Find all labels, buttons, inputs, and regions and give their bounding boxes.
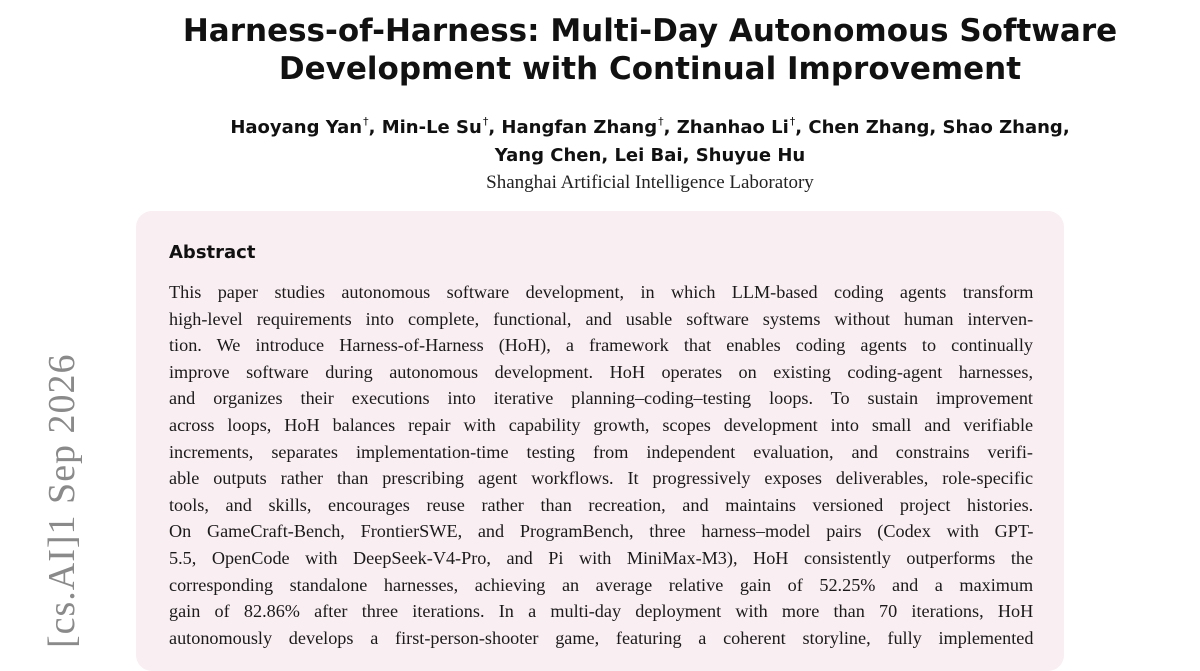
- abstract-line: gain of 82.86% after three iterations. In a multi-day deployment with more than 70 iterations, HoH: [169, 601, 1034, 622]
- abstract-line: 5.5, OpenCode with DeepSeek-V4-Pro, and Pi with MiniMax-M3), HoH consistently outperforms the: [169, 547, 1034, 568]
- abstract-text: [169, 279, 1033, 651]
- author-name: Haoyang Yan: [230, 117, 363, 138]
- affiliation: Shanghai Artificial Intelligence Laboratory: [486, 172, 814, 193]
- arxiv-date: 1 Sep 2026: [41, 353, 83, 535]
- abstract-heading: Abstract: [169, 242, 256, 263]
- author-list: [140, 108, 1160, 170]
- abstract-line: and organizes their executions into iterative planning–coding–testing loops. To sustain improvement: [169, 388, 1033, 409]
- author-name: Shuyue Hu: [695, 145, 806, 166]
- title-line-1: Harness-of-Harness: Multi-Day Autonomous Software: [182, 13, 1118, 49]
- abstract-line: high-level requirements into complete, functional, and usable software systems without human interven-: [169, 308, 1034, 329]
- abstract-line: tion. We introduce Harness-of-Harness (HoH), a framework that enables coding agents to continually: [169, 335, 1033, 356]
- author-name: Shao Zhang: [942, 117, 1063, 138]
- arxiv-category: [cs.AI]: [41, 534, 83, 648]
- abstract-line: improve software during autonomous development. HoH operates on existing coding-agent harnesses,: [169, 361, 1033, 382]
- author-name: Lei Bai: [614, 145, 683, 166]
- equal-contribution-mark: †: [658, 115, 664, 128]
- abstract-line: increments, separates implementation-time testing from independent evaluation, and constrains verifi-: [169, 441, 1033, 462]
- author-line-2: Yang Chen, Lei Bai, Shuyue Hu: [494, 145, 806, 166]
- author-name: Chen Zhang: [808, 117, 930, 138]
- author-name: Yang Chen: [494, 145, 602, 166]
- abstract-panel: [136, 211, 1064, 671]
- author-name: Zhanhao Li: [676, 117, 789, 138]
- abstract-line: tools, and skills, encourages reuse rather than recreation, and maintains versioned project histories.: [169, 494, 1034, 515]
- author-line-1: Haoyang Yan†, Min-Le Su†, Hangfan Zhang†, Zhanhao Li†, Chen Zhang, Shao Zhang,: [230, 115, 1070, 138]
- abstract-line: able outputs rather than prescribing agent workflows. It progressively exposes deliverables, role-specific: [169, 468, 1034, 489]
- author-name: Min-Le Su: [381, 117, 482, 138]
- paper-title: [140, 12, 1160, 88]
- equal-contribution-mark: †: [789, 115, 796, 128]
- abstract-line: On GameCraft-Bench, FrontierSWE, and ProgramBench, three harness–model pairs (Codex with GPT-: [169, 521, 1034, 542]
- abstract-line: autonomously develops a first-person-shooter game, featuring a coherent storyline, fully implemented: [169, 627, 1034, 648]
- abstract-line: across loops, HoH balances repair with capability growth, scopes development into small and verifiable: [169, 414, 1034, 435]
- abstract-line: corresponding standalone harnesses, achieving an average relative gain of 52.25% and a maximum: [169, 574, 1034, 595]
- abstract-line: This paper studies autonomous software development, in which LLM-based coding agents transform: [169, 282, 1034, 302]
- equal-contribution-mark: †: [363, 115, 369, 128]
- equal-contribution-mark: †: [482, 115, 489, 128]
- author-name: Hangfan Zhang: [501, 117, 658, 138]
- title-line-2: Development with Continual Improvement: [278, 51, 1022, 87]
- arxiv-side-stamp: [30, 330, 94, 648]
